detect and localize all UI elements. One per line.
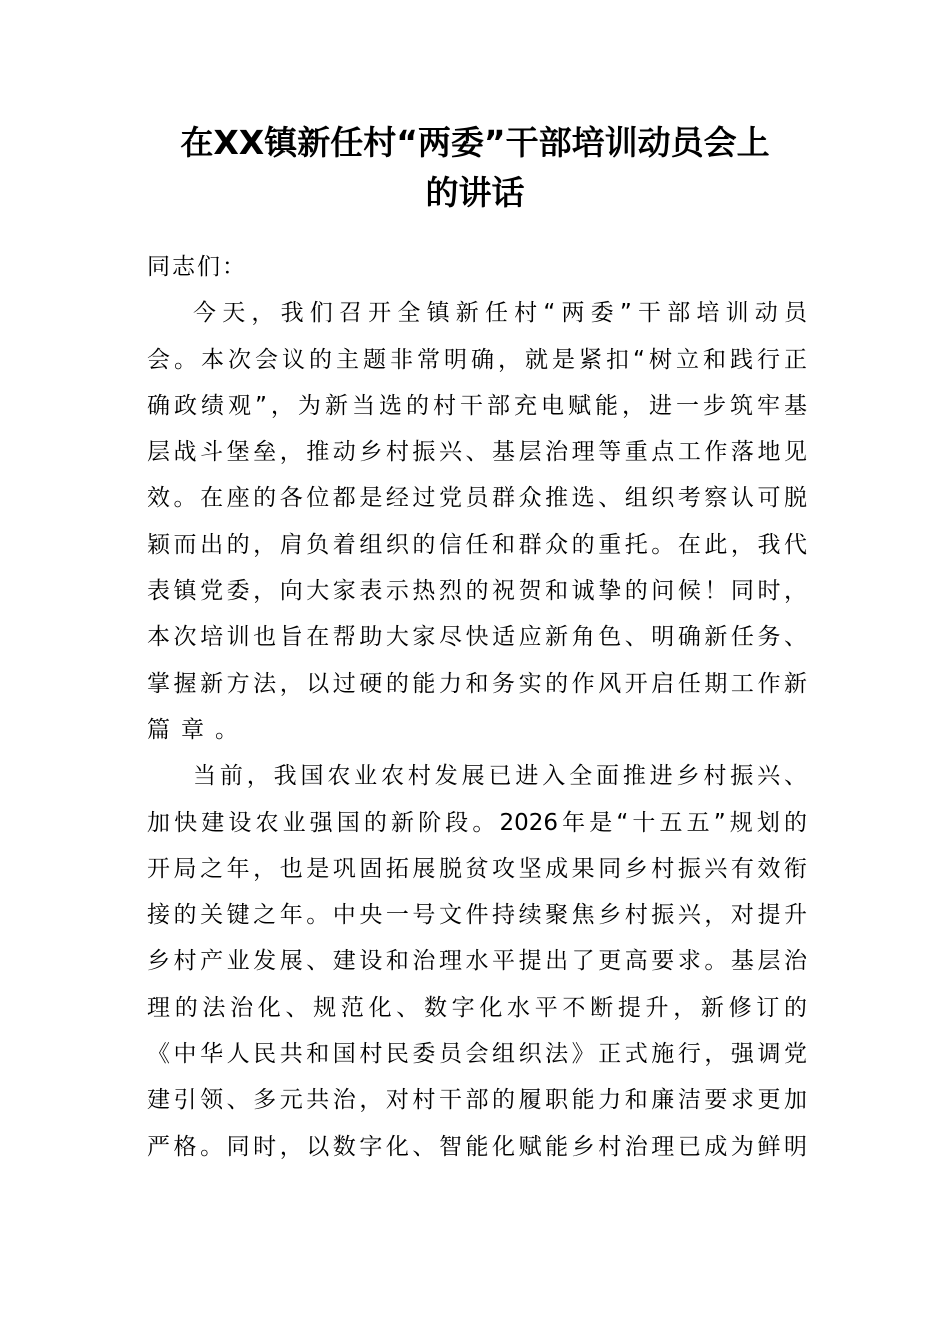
paragraph-line: 加快建设农业强国的新阶段。2026年是“十五五”规划的 [147, 809, 807, 836]
salutation: 同志们： [147, 254, 247, 280]
paragraph-line: 理的法治化、规范化、数字化水平不断提升，新修订的 [147, 994, 807, 1021]
paragraph-line: 篇章。 [147, 716, 249, 743]
paragraph-line: 效。在座的各位都是经过党员群众推选、组织考察认可脱 [147, 485, 807, 512]
paragraph-line: 今天，我们召开全镇新任村“两委”干部培训动员 [193, 300, 807, 327]
document-title [0, 118, 950, 218]
paragraph-line: 掌握新方法，以过硬的能力和务实的作风开启任期工作新 [147, 670, 807, 697]
paragraph-line: 表镇党委，向大家表示热烈的祝贺和诚挚的问候！同时， [147, 578, 807, 605]
paragraph-line: 本次培训也旨在帮助大家尽快适应新角色、明确新任务、 [147, 624, 807, 651]
paragraph-line: 严格。同时，以数字化、智能化赋能乡村治理已成为鲜明 [147, 1133, 807, 1160]
paragraphs [147, 290, 807, 1170]
paragraph-line: 层战斗堡垒，推动乡村振兴、基层治理等重点工作落地见 [147, 439, 807, 466]
paragraph-line: 乡村产业发展、建设和治理水平提出了更高要求。基层治 [147, 948, 807, 975]
title-line-1: 在XX镇新任村“两委”干部培训动员会上 [180, 123, 770, 162]
paragraph-line: 颖而出的，肩负着组织的信任和群众的重托。在此，我代 [147, 531, 807, 558]
title-line-2: 的讲话 [425, 173, 525, 212]
paragraph [147, 290, 807, 753]
paragraph-line: 《中华人民共和国村民委员会组织法》正式施行，强调党 [147, 1041, 807, 1068]
paragraph-line: 建引领、多元共治，对村干部的履职能力和廉洁要求更加 [147, 1087, 807, 1114]
paragraph-line: 会。本次会议的主题非常明确，就是紧扣“树立和践行正 [147, 346, 807, 373]
paragraph-line: 开局之年，也是巩固拓展脱贫攻坚成果同乡村振兴有效衔 [147, 855, 807, 882]
paragraph-line: 接的关键之年。中央一号文件持续聚焦乡村振兴，对提升 [147, 902, 807, 929]
paragraph [147, 753, 807, 1170]
paragraph-line: 确政绩观”，为新当选的村干部充电赋能，进一步筑牢基 [147, 392, 807, 419]
document-body [147, 244, 807, 1170]
paragraph-line: 当前，我国农业农村发展已进入全面推进乡村振兴、 [193, 763, 807, 790]
